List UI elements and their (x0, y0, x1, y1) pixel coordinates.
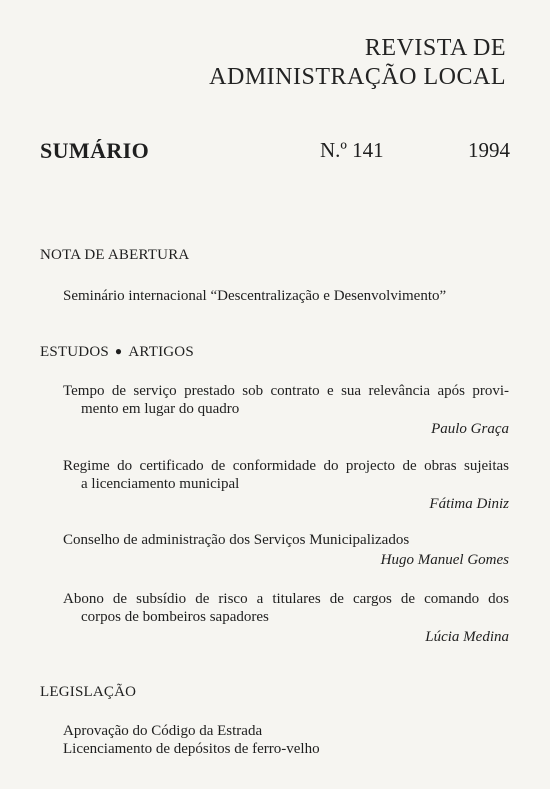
issue-number: N.º 141 (320, 138, 384, 162)
article-author: Lúcia Medina (425, 629, 509, 645)
masthead-line-2: ADMINISTRAÇÃO LOCAL (209, 64, 506, 90)
article-title-line: a licenciamento municipal (81, 476, 240, 492)
summary-header (40, 138, 510, 172)
bullet-icon: ● (114, 344, 123, 358)
nota-abertura-item (63, 287, 509, 305)
article-title-line: mento em lugar do quadro (81, 401, 240, 417)
legislacao-item: Licenciamento de depósitos de ferro-velho (63, 741, 320, 757)
section-heading-legislacao: LEGISLAÇÃO (40, 684, 137, 700)
article-entry (63, 457, 509, 513)
section-heading-estudos-artigos (40, 344, 194, 361)
legislacao-item: Aprovação do Código da Estrada (63, 723, 263, 739)
article-title-line: Conselho de administração dos Serviços Municipalizados (63, 532, 410, 548)
article-title-line: Tempo de serviço prestado sob contrato e sua relevância após provi- (63, 383, 509, 399)
entry-title: Seminário internacional “Descentralização e Desenvolvimento” (63, 288, 447, 304)
issue-year: 1994 (468, 138, 510, 162)
article-author: Fátima Diniz (429, 496, 509, 512)
article-entry (63, 531, 509, 569)
article-title-line: corpos de bombeiros sapadores (81, 609, 269, 625)
article-title-line: Regime do certificado de conformidade do projecto de obras sujeitas (63, 458, 509, 474)
article-title-line: Abono de subsídio de risco a titulares de cargos de comando dos (63, 591, 509, 607)
article-entry (63, 382, 509, 438)
article-author: Hugo Manuel Gomes (380, 552, 509, 568)
page-title: SUMÁRIO (40, 138, 150, 163)
journal-masthead (209, 34, 506, 92)
section-heading-nota-abertura: NOTA DE ABERTURA (40, 247, 190, 263)
section-heading-estudos: ESTUDOS (40, 344, 109, 360)
section-heading-artigos: ARTIGOS (128, 344, 194, 360)
masthead-line-1: REVISTA DE (364, 35, 506, 61)
article-author: Paulo Graça (431, 421, 509, 437)
article-entry (63, 590, 509, 646)
